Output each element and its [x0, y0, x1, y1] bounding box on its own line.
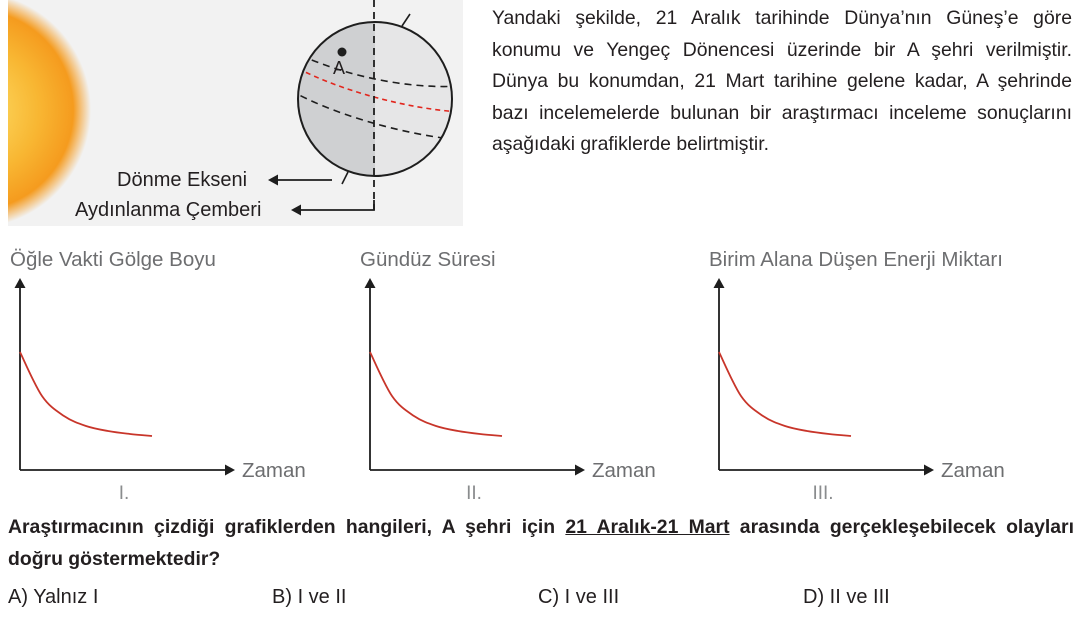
x-axis-arrow-icon	[225, 465, 235, 476]
city-a-marker	[338, 48, 347, 57]
question-after: arasında gerçekleşebilecek olayları doğru göstermektedir?	[8, 516, 1074, 570]
choice-a[interactable]	[8, 586, 98, 609]
intro-paragraph: Yandaki şekilde, 21 Aralık tarihinde Dünya’nın Güneş’e göre konumu ve Yengeç Dönencesi üzerinde bir A şehri verilmiştir. Dünya bu konumdan, 21 Mart tarihine gelene kadar, A şehrinde bazı incelemelerde bulunan bir araştırmacı inceleme sonuçlarını aşağıdaki grafiklerde belirtmiştir.	[492, 7, 1072, 155]
graph-1-roman: I.	[118, 483, 130, 504]
graph-2-title: Gündüz Süresi	[360, 248, 496, 271]
choice-c-text: I ve III	[564, 586, 620, 608]
graph-1-x-label: Zaman	[242, 459, 306, 482]
choice-c[interactable]	[538, 586, 619, 609]
decreasing-series-line	[20, 352, 152, 436]
graph-3-title: Birim Alana Düşen Enerji Miktarı	[709, 248, 1003, 271]
y-axis-arrow-icon	[365, 278, 376, 288]
y-axis-arrow-icon	[15, 278, 26, 288]
graph-3-x-label: Zaman	[941, 459, 1005, 482]
choice-a-letter: A)	[8, 586, 28, 608]
choice-c-letter: C)	[538, 586, 560, 608]
rotation-axis-label: Dönme Ekseni	[117, 169, 248, 191]
sun-icon	[8, 0, 91, 226]
choice-b-letter: B)	[272, 586, 292, 608]
decreasing-series-line	[370, 352, 502, 436]
graph-3-roman: III.	[812, 483, 834, 504]
graph-1-title: Öğle Vakti Gölge Boyu	[10, 248, 216, 271]
choice-d-letter: D)	[803, 586, 825, 608]
graph-1-chart	[10, 270, 245, 485]
city-a-label: A	[333, 58, 346, 78]
earth-icon	[290, 0, 460, 210]
decreasing-series-line	[719, 352, 851, 436]
illumination-circle-label: Aydınlanma Çemberi	[75, 199, 262, 221]
choice-d-text: II ve III	[829, 586, 890, 608]
graph-2-x-label: Zaman	[592, 459, 656, 482]
choice-b[interactable]	[272, 586, 346, 609]
illumination-arrow-line	[300, 200, 374, 210]
x-axis-arrow-icon	[575, 465, 585, 476]
graph-2-chart	[360, 270, 595, 485]
earth-sun-illustration	[8, 0, 463, 226]
graph-2-roman: II.	[466, 483, 482, 504]
x-axis-arrow-icon	[924, 465, 934, 476]
illumination-arrow-icon	[291, 205, 301, 216]
rotation-axis	[402, 14, 410, 26]
choice-b-text: I ve II	[297, 586, 347, 608]
earth-sun-figure	[8, 0, 463, 226]
question-underlined-dates: 21 Aralık-21 Mart	[565, 516, 730, 538]
choice-a-text: Yalnız I	[33, 586, 99, 608]
question-text	[8, 512, 1074, 575]
choice-d[interactable]	[803, 586, 890, 609]
graph-3-chart	[709, 270, 944, 485]
rotation-axis-arrow-icon	[268, 175, 278, 186]
question-before: Araştırmacının çizdiği grafiklerden hangileri, A şehri için	[8, 516, 566, 538]
y-axis-arrow-icon	[714, 278, 725, 288]
